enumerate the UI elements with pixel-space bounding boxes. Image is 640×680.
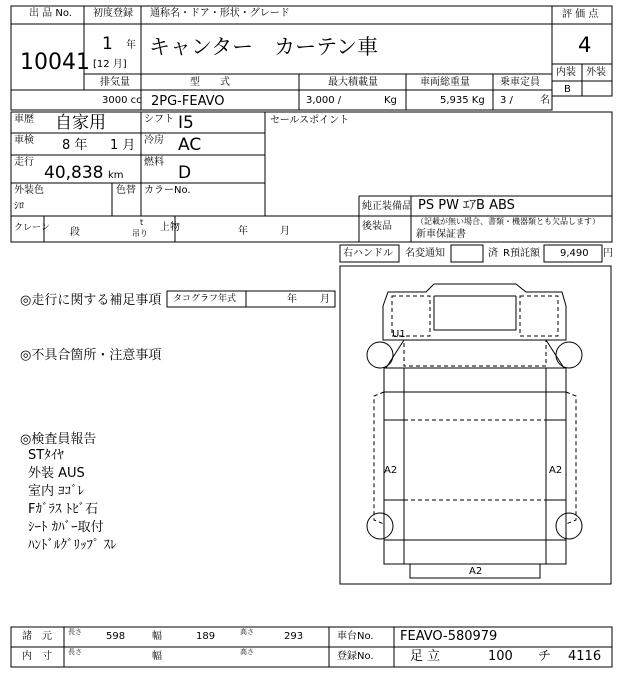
shift: I5 [178,113,194,133]
mileage: 40,838 [44,163,104,183]
platform-month-unit: 月 [280,226,290,237]
first-reg-label: 初度登録 [93,8,133,19]
model-code: 2PG-FEAVO [151,94,225,109]
recycle-fee-label: R預託額 [503,248,540,259]
gross-weight: 5,935 Kg [440,95,485,106]
color-no-text: カラーNo. [144,185,191,196]
tacho-year-unit: 年 [287,294,297,305]
warranty: 新車保証書 [416,229,466,240]
capacity-unit: 名 [540,95,550,106]
mileage-label: 走行 [14,157,34,168]
reg-kana: チ [538,649,552,664]
model-desc-label: 通称名・ドア・形状・グレード [150,8,290,19]
inspection-year: 8 年 [62,138,88,153]
lot-no-label: 出 品 No. [29,8,72,19]
inspector-line: ﾊﾝﾄﾞﾙｸﾞﾘｯﾌﾟ ｽﾚ [28,538,117,553]
length-label: 長さ [68,628,82,636]
supplement-label: ◎走行に関する補足事項 [20,293,162,308]
fuel-label: 燃料 [144,157,164,168]
height-label: 高さ [240,628,254,636]
tacho-label: タコグラフ年式 [173,294,237,304]
max-load-unit: Kg [384,95,397,106]
fuel: D [178,163,192,183]
yen-unit: 円 [603,248,613,259]
damage-mark: U1 [392,329,406,340]
first-reg-month: [12 月] [93,59,127,70]
damage-mark: A2 [384,465,398,476]
genuine-label: 純正装備品 [362,201,412,212]
dims-label: 諸 元 [22,631,52,642]
width-label: 幅 [152,631,162,642]
shift-label: シフト [144,114,174,125]
reg-class: 100 [488,649,513,664]
aftermarket-note: （記載が無い場合、書類・機器類とも欠品します） [416,217,600,226]
platform-label: 上物 [160,222,180,233]
inspector-line: 外装 AUS [28,466,85,481]
interior-score: B [564,84,571,95]
model-label: 型 式 [190,77,230,88]
usage-label: 車歴 [14,114,34,125]
lot-no: 10041 [20,50,90,75]
interior-label: 内装 [556,67,576,78]
gross-weight-label: 車両総重量 [420,77,470,88]
max-load-label: 最大積載量 [328,77,378,88]
inner-height-label: 高さ [240,648,254,656]
inspector-line: Fｶﾞﾗｽ ﾄﾋﾞ石 [28,502,99,517]
exterior-label: 外装 [586,67,606,78]
damage-mark: A2 [469,566,483,577]
chassis-no: FEAVO-580979 [400,629,498,644]
inspector-line: 室内 ﾖｺﾞﾚ [28,484,85,499]
inspection-month: 1 月 [110,138,136,153]
usage: 自家用 [55,113,106,133]
mileage-unit: km [108,170,124,181]
reg-number: 4116 [568,649,602,664]
chassis-label: 車台No. [337,631,374,642]
ac-value: AC [178,135,202,155]
inspector-label: ◎検査員報告 [20,432,97,447]
displacement-label: 排気量 [100,77,130,88]
first-reg-year: 1 [102,34,113,54]
ext-color-label: 外装色 [14,185,44,196]
inner-dims-label: 内 寸 [22,651,52,662]
max-load: 3,000 / [306,95,342,106]
rhd-label: 右ハンドル [343,248,393,259]
reg-region: 足 立 [410,649,441,664]
inner-length-label: 長さ [68,648,82,656]
inspector-line: STﾀｲﾔ [28,448,64,463]
inspector-line: ｼｰﾄ ｶﾊﾞｰ取付 [28,520,104,535]
car-name: キャンター カーテン車 [149,35,379,59]
rating-label: 評 価 点 [562,9,599,20]
aftermarket-label: 後装品 [362,221,392,232]
platform-year-unit: 年 [238,226,248,237]
recycle-done-label: 済 [488,248,498,259]
damage-mark: A2 [549,465,563,476]
inspection-label: 車検 [14,135,34,146]
color-no-label: 色替 [116,185,136,196]
genuine-equipment: PS PW ｴｱB ABS [418,198,515,213]
tacho-month-unit: 月 [320,294,330,305]
sales-point-label: セールスポイント [270,115,350,126]
reg-no-label: 登録No. [337,651,374,662]
first-reg-year-unit: 年 [126,40,136,51]
ext-color: ｼﾛ [14,201,24,212]
crane-lift-label: 吊り [132,229,148,238]
length-value: 598 [106,631,126,642]
displacement: 3000 cc [102,95,142,106]
width-value: 189 [196,631,216,642]
crane-stage-unit: 段 [70,227,80,238]
rating-value: 4 [578,33,592,57]
capacity: 3 / [500,95,513,106]
crane-ton-unit: t [140,218,144,227]
defects-label: ◎不具合箇所・注意事項 [20,348,162,363]
crane-label: クレーン [14,223,50,233]
ac-label: 冷房 [144,135,164,146]
capacity-label: 乗車定員 [500,77,540,88]
name-change-label: 名変通知 [405,248,445,259]
inner-width-label: 幅 [152,651,162,662]
height-value: 293 [284,631,304,642]
recycle-fee: 9,490 [560,248,589,259]
